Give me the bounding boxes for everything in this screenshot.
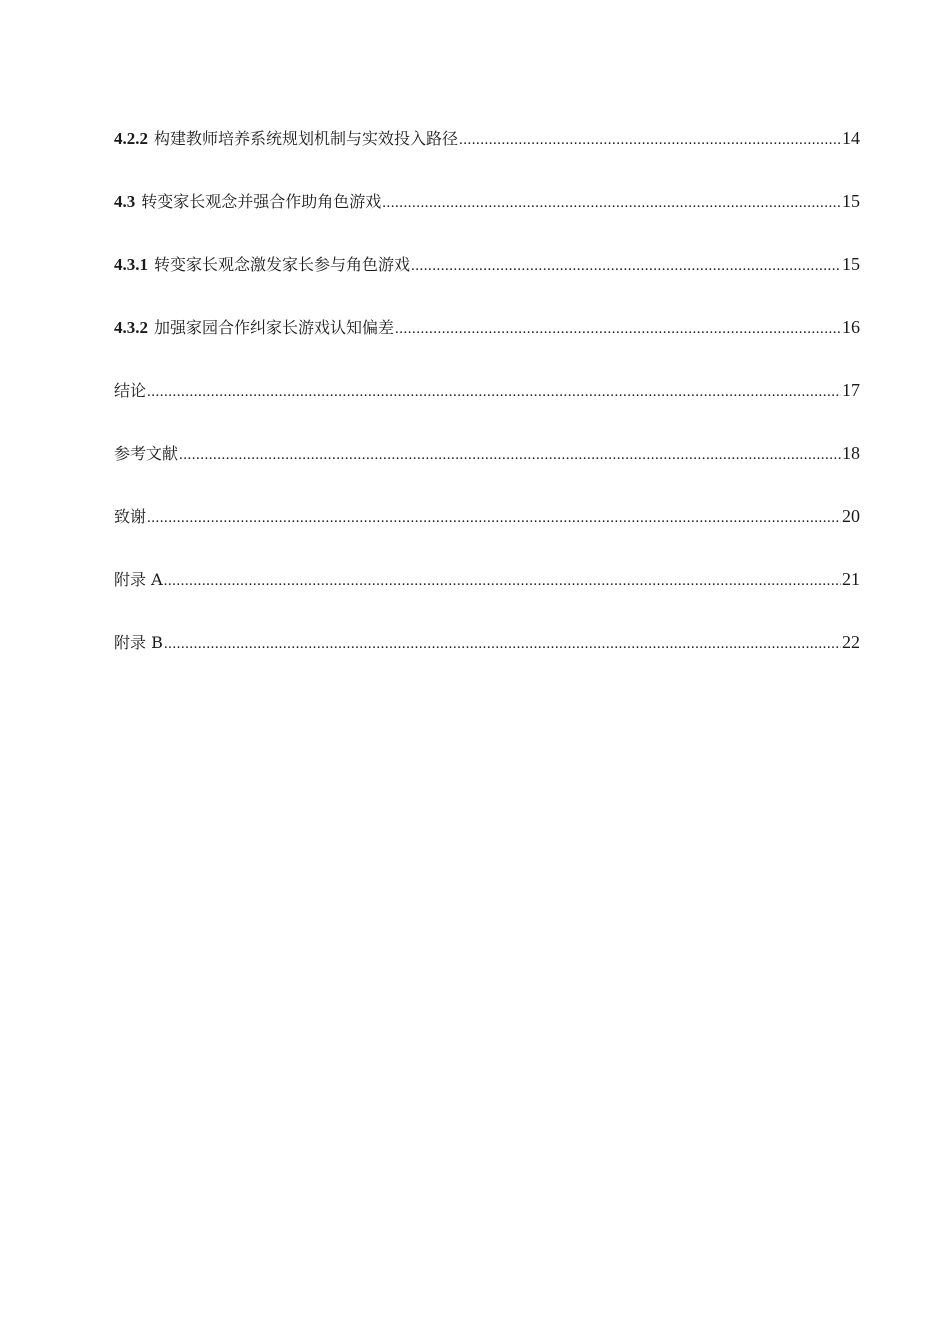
toc-entry-title	[114, 442, 178, 466]
toc-entry-references[interactable]	[114, 441, 860, 504]
toc-entry-appendix-b[interactable]	[114, 630, 860, 693]
toc-entry-4-2-2[interactable]	[114, 126, 860, 189]
toc-entry-title	[114, 379, 146, 403]
toc-entry-4-3-2[interactable]	[114, 315, 860, 378]
dot-leader	[411, 254, 841, 278]
dot-leader	[382, 191, 841, 215]
toc-entry-conclusion[interactable]	[114, 378, 860, 441]
toc-entry-page-number: 17	[842, 380, 860, 400]
dot-leader	[164, 569, 841, 593]
toc-entry-text: 参考文献	[114, 444, 179, 463]
toc-entry-page-number: 16	[842, 317, 860, 337]
dot-leader	[179, 443, 841, 467]
dot-leader	[395, 317, 841, 341]
toc-entry-number: 4.3.1	[114, 255, 148, 274]
toc-entry-acknowledgements[interactable]	[114, 504, 860, 567]
table-of-contents	[114, 126, 860, 693]
dot-leader	[459, 128, 841, 152]
toc-entry-page-number: 18	[842, 443, 860, 463]
toc-entry-title	[114, 568, 163, 592]
toc-entry-text: 构建教师培养系统规划机制与实效投入路径	[154, 129, 459, 148]
toc-entry-appendix-a[interactable]	[114, 567, 860, 630]
toc-entry-page-number: 20	[842, 506, 860, 526]
toc-entry-number: 4.3.2	[114, 318, 148, 337]
toc-entry-title	[114, 631, 163, 655]
dot-leader	[147, 380, 841, 404]
toc-entry-number: 4.2.2	[114, 129, 148, 148]
dot-leader	[164, 632, 841, 656]
toc-entry-4-3[interactable]	[114, 189, 860, 252]
dot-leader	[147, 506, 841, 530]
toc-entry-text: 致谢	[114, 507, 147, 526]
toc-entry-text: 加强家园合作纠家长游戏认知偏差	[154, 318, 395, 337]
toc-entry-text: 结论	[114, 381, 147, 400]
toc-entry-title	[114, 316, 394, 340]
toc-entry-text: 附录 A	[114, 570, 163, 589]
toc-entry-page-number: 22	[842, 632, 860, 652]
toc-entry-title	[114, 190, 381, 214]
toc-entry-page-number: 15	[842, 254, 860, 274]
toc-entry-page-number: 14	[842, 128, 860, 148]
toc-entry-text: 转变家长观念并强合作助角色游戏	[141, 192, 382, 211]
toc-entry-text: 附录 B	[114, 633, 163, 652]
toc-entry-title	[114, 127, 458, 151]
toc-entry-text: 转变家长观念激发家长参与角色游戏	[154, 255, 411, 274]
toc-entry-number: 4.3	[114, 192, 136, 211]
toc-entry-page-number: 21	[842, 569, 860, 589]
toc-entry-title	[114, 253, 410, 277]
toc-entry-4-3-1[interactable]	[114, 252, 860, 315]
toc-entry-page-number: 15	[842, 191, 860, 211]
toc-entry-title	[114, 505, 146, 529]
